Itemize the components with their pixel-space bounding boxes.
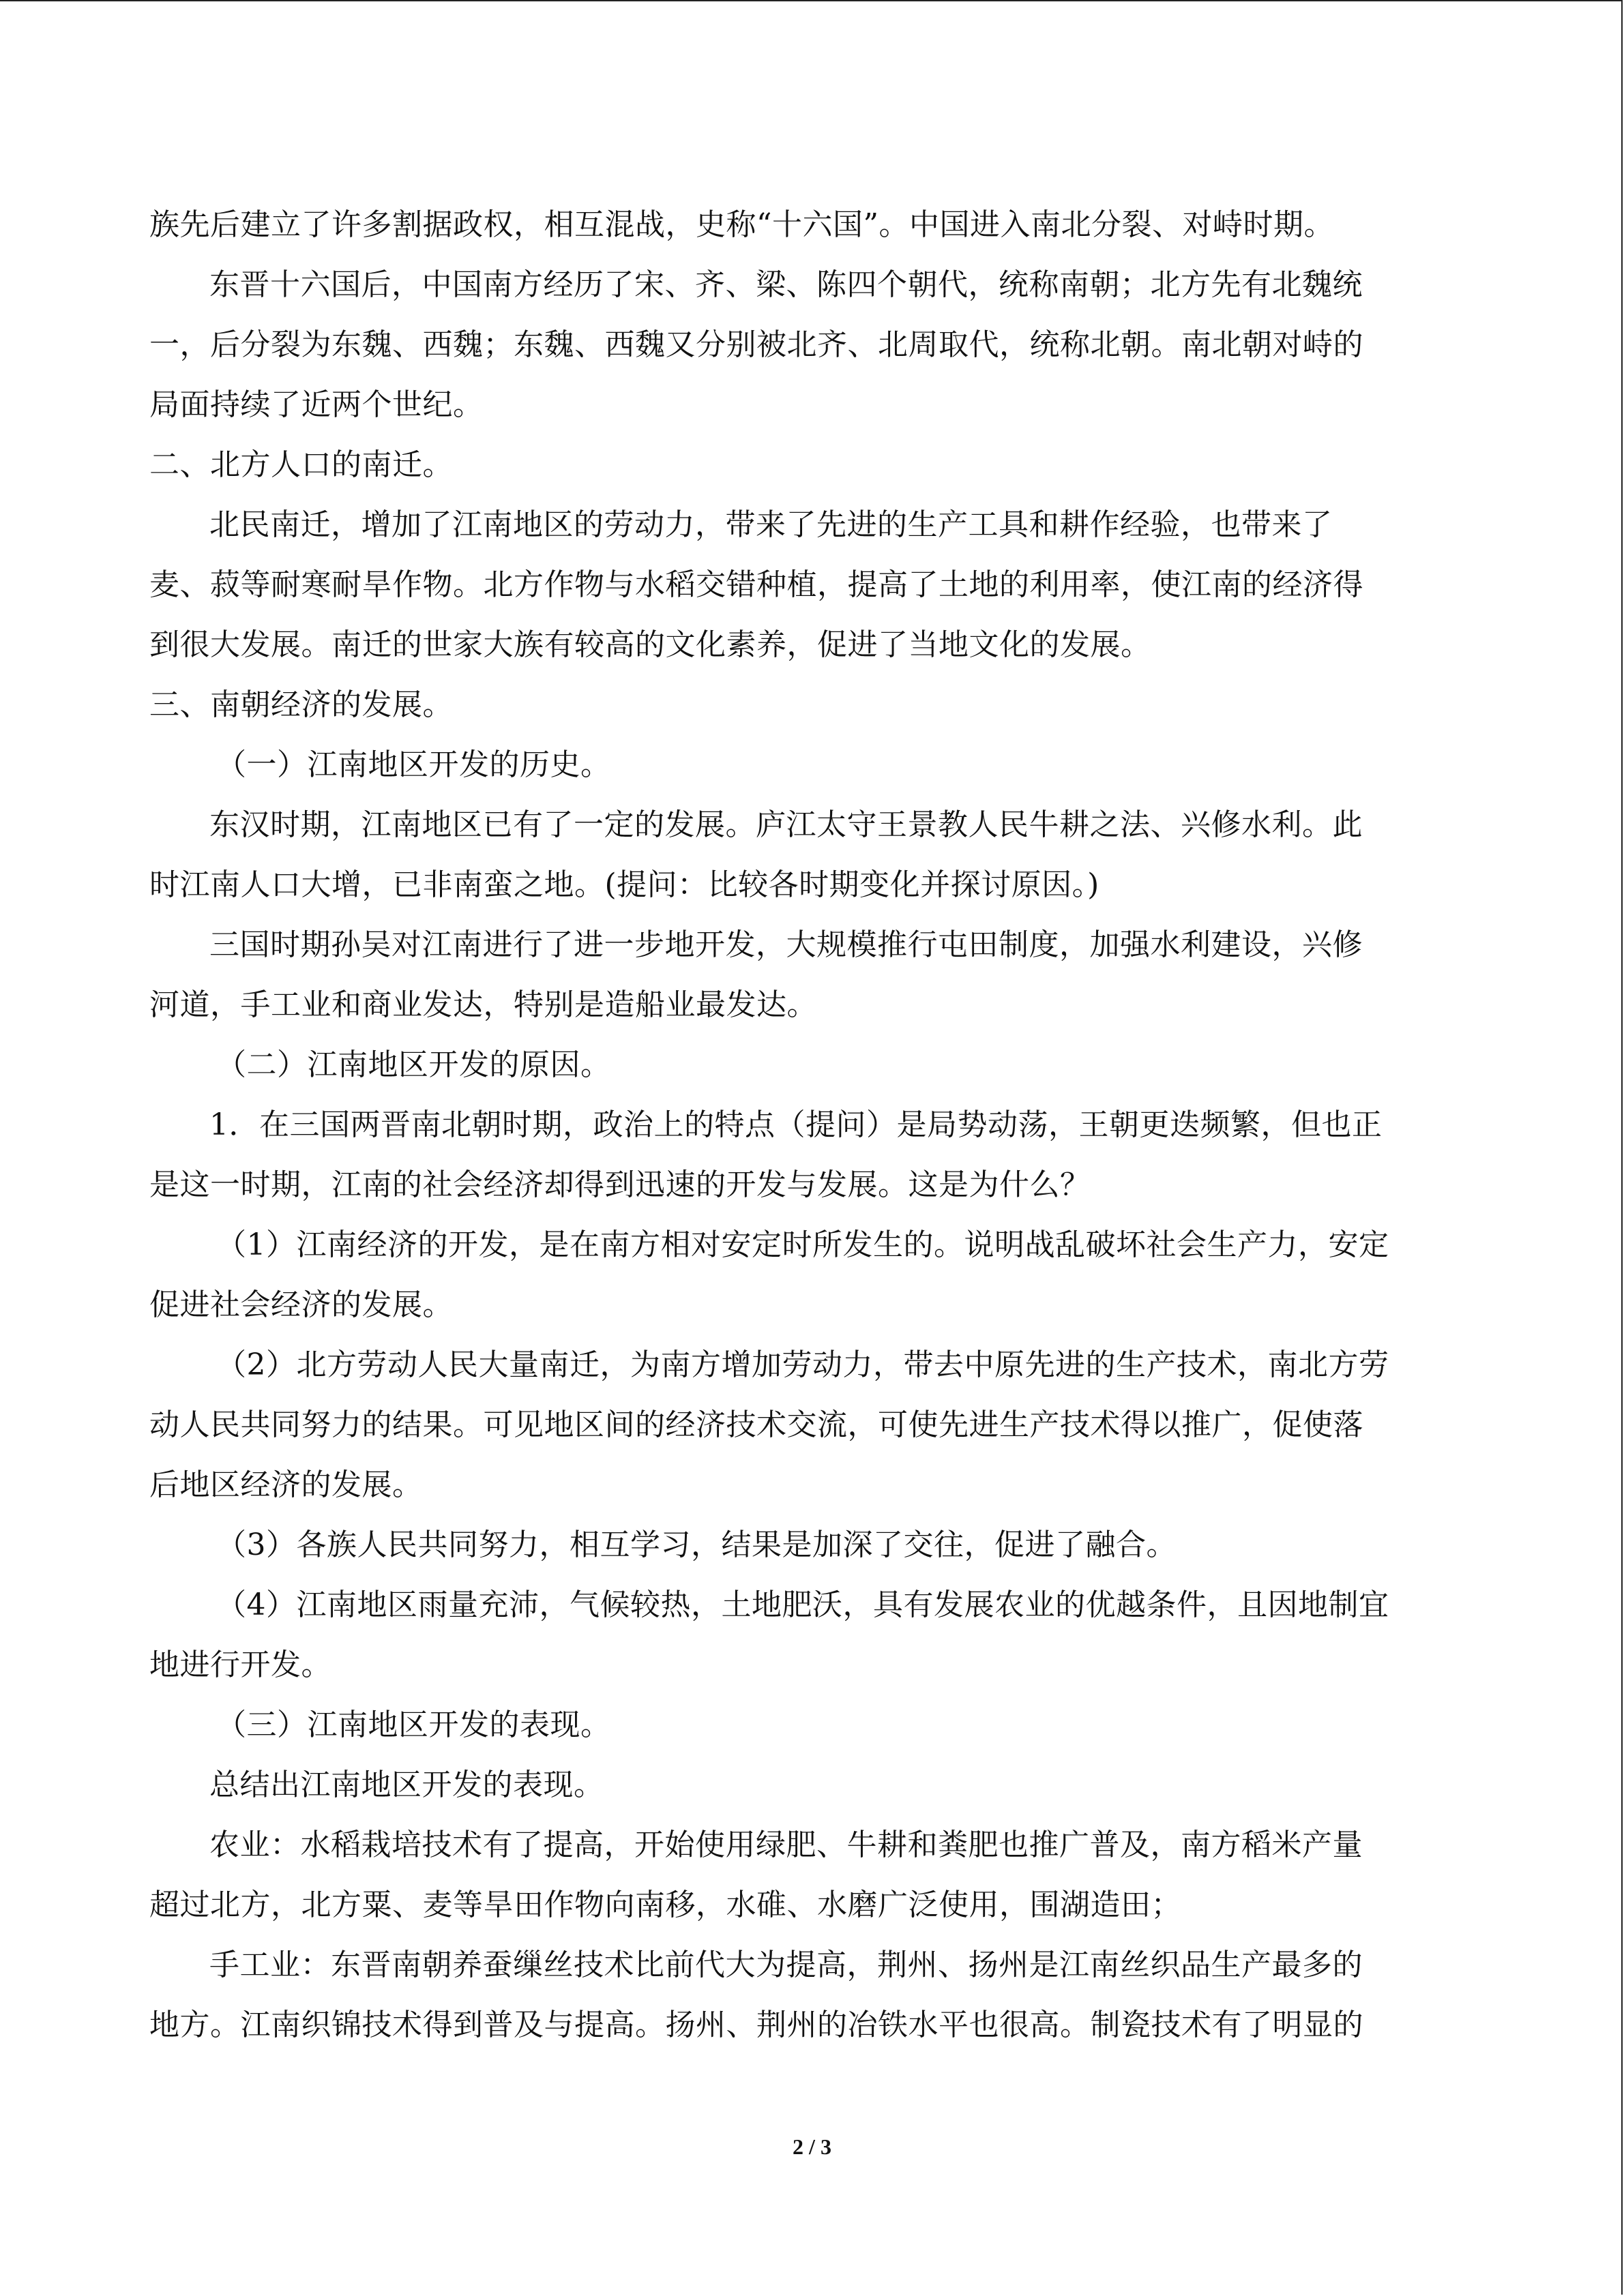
subsection-heading: （三）江南地区开发的表现。 <box>216 1708 611 1742</box>
text-line: （3）各族人民共同努力，相互学习，结果是加深了交往，促进了融合。 <box>216 1527 1177 1562</box>
text-line: 时江南人口大增，已非南蛮之地。(提问：比较各时期变化并探讨原因。) <box>149 867 1099 902</box>
text-line: 后地区经济的发展。 <box>149 1467 423 1502</box>
text-line: 族先后建立了许多割据政权，相互混战，史称“十六国”。中国进入南北分裂、对峙时期。 <box>149 207 1334 242</box>
text-line: 1．在三国两晋南北朝时期，政治上的特点（提问）是局势动荡，王朝更迭频繁，但也正 <box>209 1107 1383 1142</box>
text-line: 动人民共同努力的结果。可见地区间的经济技术交流，可使先进生产技术得以推广，促使落 <box>149 1407 1363 1442</box>
subsection-heading: （一）江南地区开发的历史。 <box>216 747 611 782</box>
text-line: 地进行开发。 <box>149 1648 331 1682</box>
text-line: 到很大发展。南迁的世家大族有较高的文化素养，促进了当地文化的发展。 <box>149 627 1151 662</box>
text-line: 局面持续了近两个世纪。 <box>149 387 484 422</box>
text-line: 河道，手工业和商业发达，特别是造船业最发达。 <box>149 987 817 1022</box>
text-line: 促进社会经济的发展。 <box>149 1287 453 1322</box>
text-line: （2）北方劳动人民大量南迁，为南方增加劳动力，带去中原先进的生产技术，南北方劳 <box>216 1347 1389 1382</box>
section-heading: 二、北方人口的南迁。 <box>149 447 453 482</box>
text-line: 东汉时期，江南地区已有了一定的发展。庐江太守王景教人民牛耕之法、兴修水利。此 <box>209 807 1363 842</box>
text-line: 总结出江南地区开发的表现。 <box>209 1768 604 1802</box>
text-line: （1）江南经济的开发，是在南方相对安定时所发生的。说明战乱破坏社会生产力，安定 <box>216 1227 1389 1262</box>
text-line: 麦、菽等耐寒耐旱作物。北方作物与水稻交错种植，提高了土地的利用率，使江南的经济得 <box>149 567 1363 602</box>
text-line: 是这一时期，江南的社会经济却得到迅速的开发与发展。这是为什么？ <box>149 1167 1091 1202</box>
page-number: 2 / 3 <box>793 2134 831 2159</box>
text-line: 手工业：东晋南朝养蚕缫丝技术比前代大为提高，荆州、扬州是江南丝织品生产最多的 <box>209 1948 1363 1982</box>
text-line: 三国时期孙吴对江南进行了进一步地开发，大规模推行屯田制度，加强水利建设，兴修 <box>209 927 1363 962</box>
section-heading: 三、南朝经济的发展。 <box>149 687 453 722</box>
text-line: 地方。江南织锦技术得到普及与提高。扬州、荆州的冶铁水平也很高。制瓷技术有了明显的 <box>149 2008 1363 2042</box>
text-line: 超过北方，北方粟、麦等旱田作物向南移，水碓、水磨广泛使用，围湖造田； <box>149 1888 1181 1922</box>
text-line: 一，后分裂为东魏、西魏；东魏、西魏又分别被北齐、北周取代，统称北朝。南北朝对峙的 <box>149 327 1363 362</box>
text-line: 东晋十六国后，中国南方经历了宋、齐、梁、陈四个朝代，统称南朝；北方先有北魏统 <box>209 267 1363 302</box>
subsection-heading: （二）江南地区开发的原因。 <box>216 1047 611 1082</box>
text-line: （4）江南地区雨量充沛，气候较热，土地肥沃，具有发展农业的优越条件，且因地制宜 <box>216 1587 1389 1622</box>
text-line: 农业：水稻栽培技术有了提高，开始使用绿肥、牛耕和粪肥也推广普及，南方稻米产量 <box>209 1828 1363 1862</box>
text-line: 北民南迁，增加了江南地区的劳动力，带来了先进的生产工具和耕作经验，也带来了 <box>209 507 1333 542</box>
